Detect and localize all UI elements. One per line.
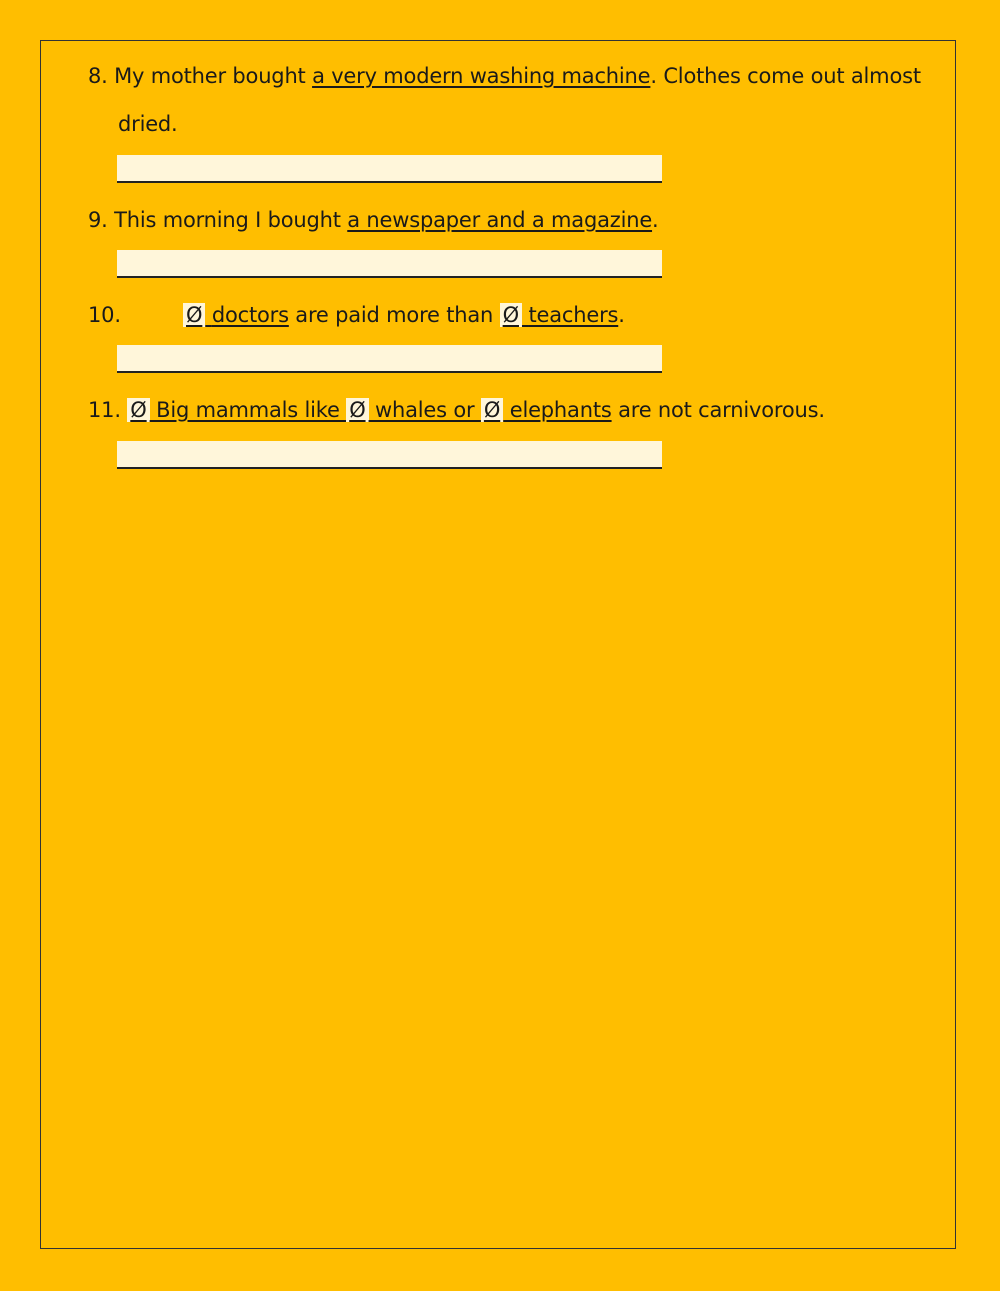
question-number: 11. bbox=[88, 398, 121, 422]
underlined-phrase: Big mammals like bbox=[149, 398, 347, 422]
question-8 bbox=[88, 62, 921, 90]
underlined-phrase: elephants bbox=[503, 398, 612, 422]
question-text: My mother bought bbox=[114, 64, 313, 88]
question-9 bbox=[88, 206, 659, 234]
question-text: This morning I bought bbox=[114, 208, 348, 232]
zero-article-marker: Ø bbox=[183, 303, 205, 327]
underlined-word: teachers bbox=[528, 303, 619, 327]
question-text: . Clothes come out almost bbox=[650, 64, 921, 88]
question-8-continuation: dried. bbox=[118, 112, 178, 136]
question-11 bbox=[88, 396, 825, 424]
question-10 bbox=[88, 301, 625, 329]
question-number: 9. bbox=[88, 208, 108, 232]
answer-field-9[interactable] bbox=[117, 250, 662, 278]
question-number: 8. bbox=[88, 64, 108, 88]
underlined-phrase: a newspaper and a magazine bbox=[347, 208, 653, 232]
question-number: 10. bbox=[88, 303, 121, 327]
answer-field-10[interactable] bbox=[117, 345, 662, 373]
underlined-phrase: a very modern washing machine bbox=[312, 64, 651, 88]
zero-article-marker: Ø bbox=[481, 398, 503, 422]
underlined-word: doctors bbox=[211, 303, 289, 327]
zero-article-marker: Ø bbox=[500, 303, 522, 327]
question-text: are paid more than bbox=[288, 303, 500, 327]
question-text: are not carnivorous. bbox=[611, 398, 825, 422]
answer-field-11[interactable] bbox=[117, 441, 662, 469]
zero-article-marker: Ø bbox=[127, 398, 149, 422]
question-text: . bbox=[618, 303, 625, 327]
question-text: . bbox=[652, 208, 659, 232]
answer-field-8[interactable] bbox=[117, 155, 662, 183]
zero-article-marker: Ø bbox=[346, 398, 368, 422]
underlined-phrase: whales or bbox=[368, 398, 481, 422]
